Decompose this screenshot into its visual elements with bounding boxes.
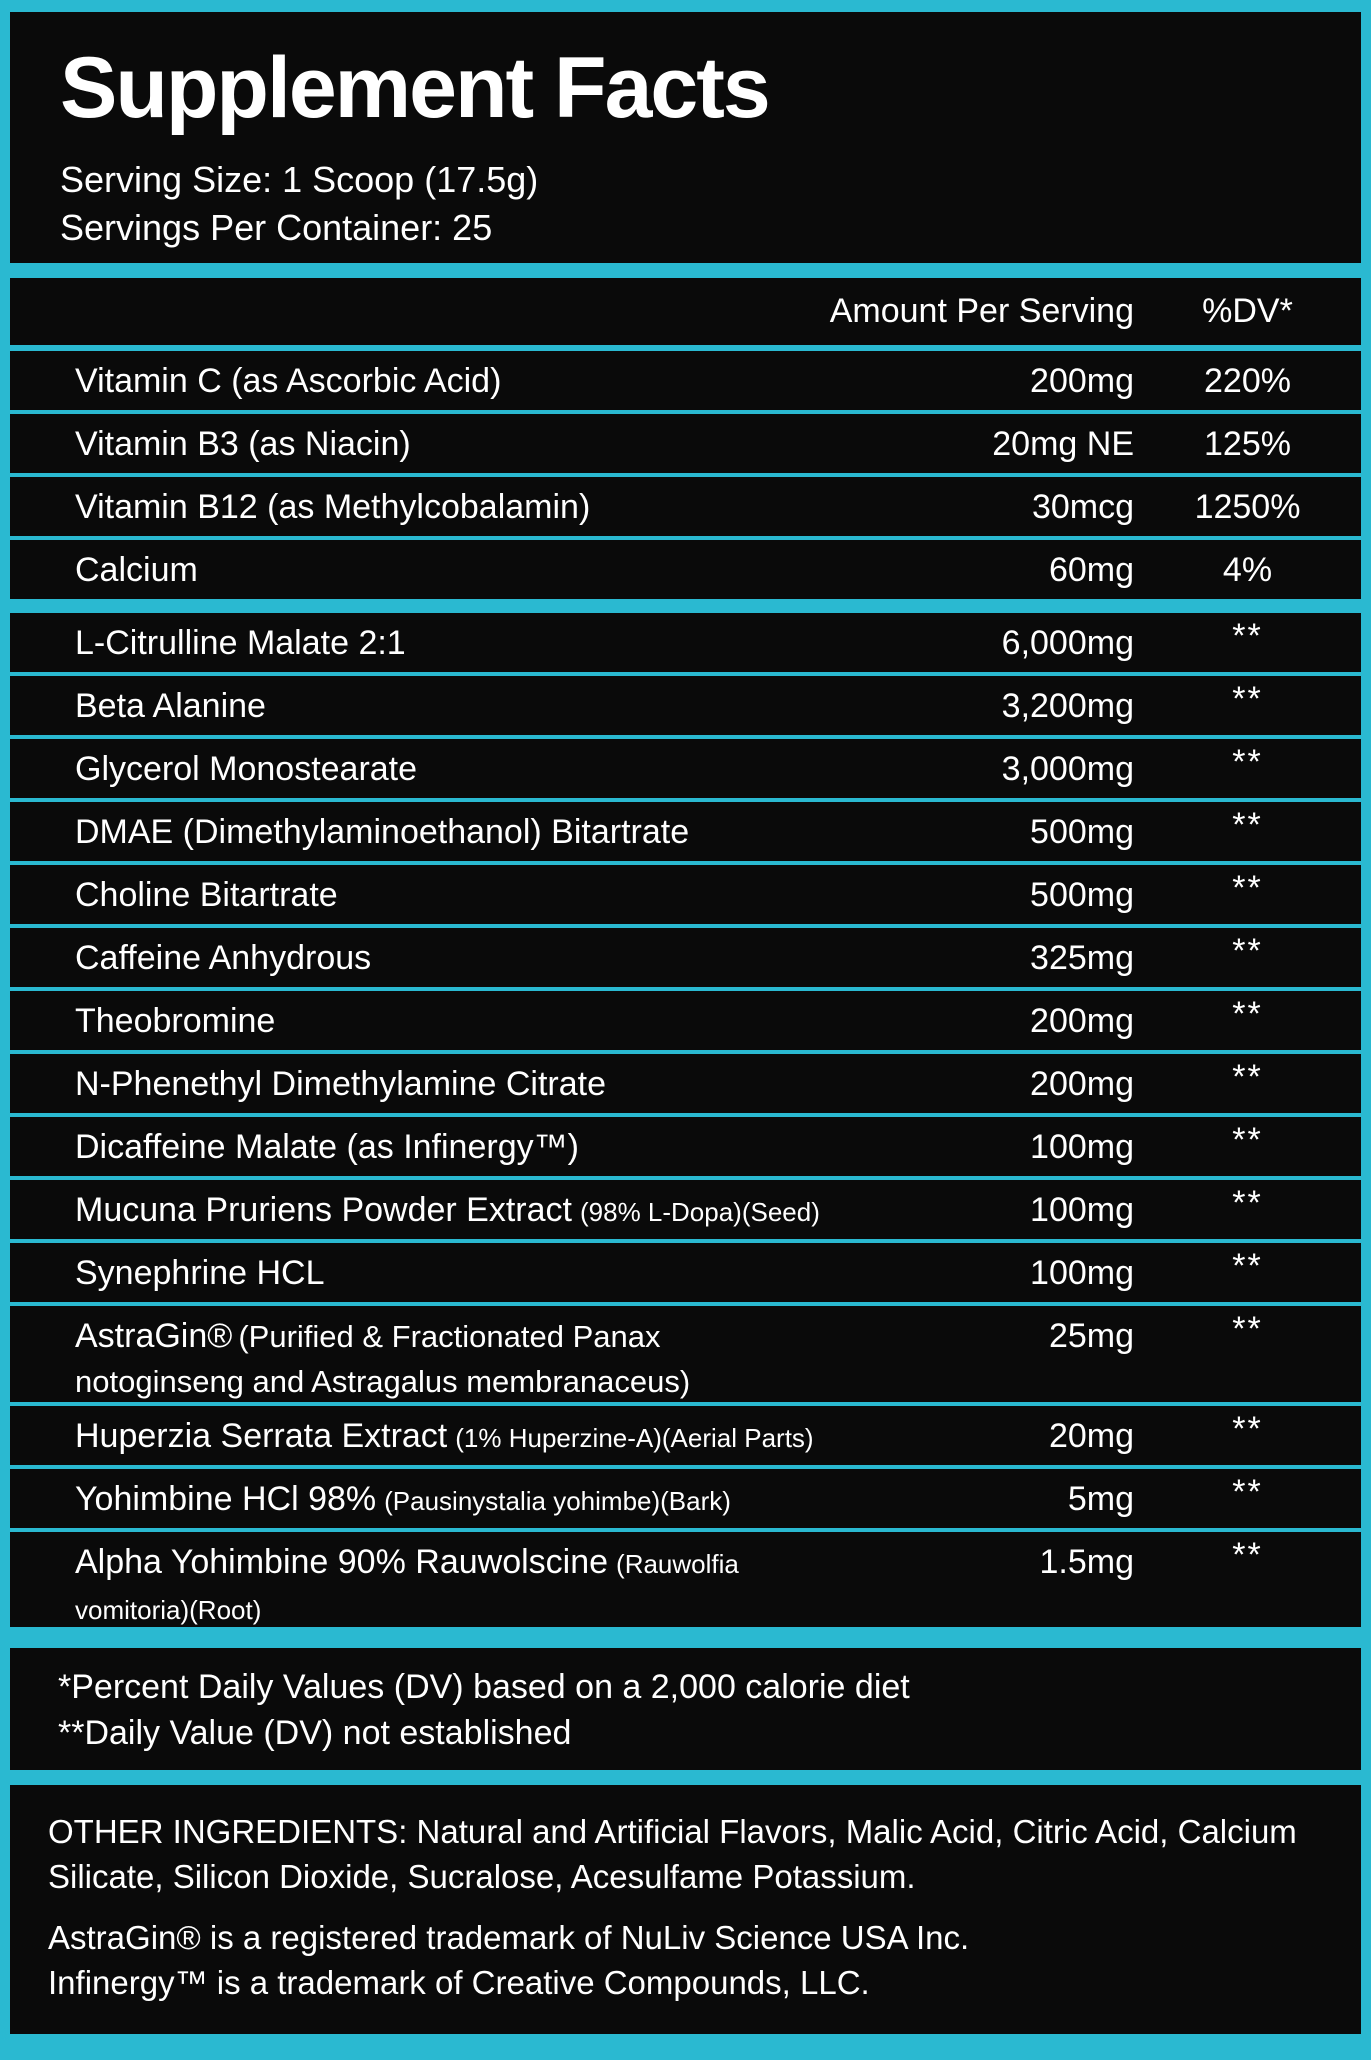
other-ingredients-text: Natural and Artificial Flavors, Malic Acid, Citric Acid, Calcium Silicate, Silicon Dioxide, Sucralose, Acesulfame Potassium. <box>48 1813 1297 1895</box>
ingredient-name: Caffeine Anhydrous <box>75 939 372 977</box>
other-ingredients <box>48 1809 1325 1899</box>
ingredient-dv: ** <box>1232 1536 1263 1574</box>
ingredient-amount: 20mg <box>1048 1417 1134 1455</box>
ingredient-amount: 3,200mg <box>1001 687 1134 725</box>
trademark-astragin: AstraGin® is a registered trademark of NuLiv Science USA Inc. <box>48 1919 970 1956</box>
footnote-percent-dv: *Percent Daily Values (DV) based on a 2,000 calorie diet <box>58 1668 910 1706</box>
ingredient-name: N-Phenethyl Dimethylamine Citrate <box>75 1065 606 1103</box>
table-row <box>10 540 1361 613</box>
ingredient-amount: 20mg NE <box>992 425 1134 463</box>
table-row <box>10 613 1361 676</box>
ingredient-name: Beta Alanine <box>75 687 266 725</box>
table-row <box>10 1117 1361 1180</box>
ingredient-dv: ** <box>1232 1058 1263 1096</box>
table-rows <box>10 351 1361 1627</box>
ingredient-amount: 200mg <box>1030 1002 1134 1040</box>
ingredient-dv: ** <box>1232 1184 1263 1222</box>
ingredient-dv: ** <box>1232 932 1263 970</box>
ingredient-name: Yohimbine HCl 98% (Pausinystalia yohimbe)(Bark) <box>75 1480 731 1518</box>
other-ingredients-label: OTHER INGREDIENTS: <box>48 1813 408 1850</box>
table-row <box>10 351 1361 414</box>
ingredient-amount: 60mg <box>1048 551 1134 589</box>
table-row <box>10 1054 1361 1117</box>
ingredient-name: AstraGin® (Purified & Fractionated Panax notoginseng and Astragalus membranaceus) <box>75 1317 691 1399</box>
footnotes-panel <box>10 1648 1361 1770</box>
ingredient-amount: 200mg <box>1030 362 1134 400</box>
ingredient-amount: 5mg <box>1067 1480 1134 1518</box>
ingredient-amount: 100mg <box>1030 1128 1134 1166</box>
ingredient-amount: 100mg <box>1030 1191 1134 1229</box>
ingredient-amount: 500mg <box>1030 876 1134 914</box>
ingredient-dv: 220% <box>1204 362 1291 400</box>
ingredient-name: Dicaffeine Malate (as Infinergy™) <box>75 1128 579 1166</box>
servings-per-container: Servings Per Container: 25 <box>60 207 493 248</box>
ingredient-amount: 100mg <box>1030 1254 1134 1292</box>
footnote-not-established: **Daily Value (DV) not established <box>58 1714 572 1752</box>
ingredient-dv: ** <box>1232 1121 1263 1159</box>
ingredient-amount: 200mg <box>1030 1065 1134 1103</box>
table-row <box>10 991 1361 1054</box>
table-row <box>10 802 1361 865</box>
column-header-amount: Amount Per Serving <box>829 292 1134 330</box>
table-row <box>10 1180 1361 1243</box>
ingredient-name: Mucuna Pruriens Powder Extract (98% L-Dopa)(Seed) <box>75 1191 820 1229</box>
ingredient-name: DMAE (Dimethylaminoethanol) Bitartrate <box>75 813 690 851</box>
table-row <box>10 676 1361 739</box>
trademark-infinergy: Infinergy™ is a trademark of Creative Compounds, LLC. <box>48 1964 870 2001</box>
serving-size: Serving Size: 1 Scoop (17.5g) <box>60 159 539 200</box>
ingredient-dv: ** <box>1232 1410 1263 1448</box>
table-row <box>10 865 1361 928</box>
table-header-row <box>10 278 1361 351</box>
ingredient-dv: 1250% <box>1194 488 1301 526</box>
table-row <box>10 739 1361 802</box>
ingredient-name: Alpha Yohimbine 90% Rauwolscine (Rauwolfia vomitoria)(Root) <box>75 1543 739 1625</box>
ingredient-amount: 30mcg <box>1031 488 1134 526</box>
ingredient-name: Calcium <box>75 551 198 589</box>
ingredient-amount: 325mg <box>1030 939 1134 977</box>
facts-table <box>10 278 1361 1627</box>
table-row <box>10 1306 1361 1406</box>
ingredient-amount: 3,000mg <box>1001 750 1134 788</box>
ingredient-name: Synephrine HCL <box>75 1254 325 1292</box>
column-header-dv: %DV* <box>1202 292 1293 330</box>
table-row <box>10 928 1361 991</box>
ingredient-name: Theobromine <box>75 1002 276 1040</box>
table-row <box>10 477 1361 540</box>
ingredient-amount: 500mg <box>1030 813 1134 851</box>
ingredient-dv: ** <box>1232 869 1263 907</box>
table-row <box>10 1532 1361 1627</box>
header-panel <box>10 12 1361 263</box>
ingredient-amount: 1.5mg <box>1039 1543 1134 1581</box>
ingredient-dv: 4% <box>1222 551 1273 589</box>
ingredient-name: L-Citrulline Malate 2:1 <box>75 624 406 662</box>
page-title: Supplement Facts <box>60 40 769 136</box>
ingredient-dv: ** <box>1232 743 1263 781</box>
other-ingredients-panel <box>10 1785 1361 2034</box>
ingredient-name: Glycerol Monostearate <box>75 750 418 788</box>
ingredient-dv: ** <box>1232 680 1263 718</box>
ingredient-dv: ** <box>1232 1247 1263 1285</box>
supplement-facts-label <box>0 12 1371 2060</box>
ingredient-amount: 6,000mg <box>1001 624 1134 662</box>
ingredient-name: Vitamin C (as Ascorbic Acid) <box>75 362 502 400</box>
ingredient-dv: ** <box>1232 806 1263 844</box>
table-row <box>10 1243 1361 1306</box>
ingredient-dv: ** <box>1232 1473 1263 1511</box>
ingredient-dv: ** <box>1232 1310 1263 1348</box>
ingredient-dv: ** <box>1232 995 1263 1033</box>
ingredient-amount: 25mg <box>1048 1317 1134 1355</box>
ingredient-name: Huperzia Serrata Extract (1% Huperzine-A)(Aerial Parts) <box>75 1417 814 1455</box>
ingredient-dv: ** <box>1232 617 1263 655</box>
ingredient-name: Vitamin B12 (as Methylcobalamin) <box>75 488 591 526</box>
table-row <box>10 1469 1361 1532</box>
table-row <box>10 1406 1361 1469</box>
ingredient-dv: 125% <box>1204 425 1291 463</box>
ingredient-name: Vitamin B3 (as Niacin) <box>75 425 411 463</box>
table-row <box>10 414 1361 477</box>
ingredient-name: Choline Bitartrate <box>75 876 338 914</box>
